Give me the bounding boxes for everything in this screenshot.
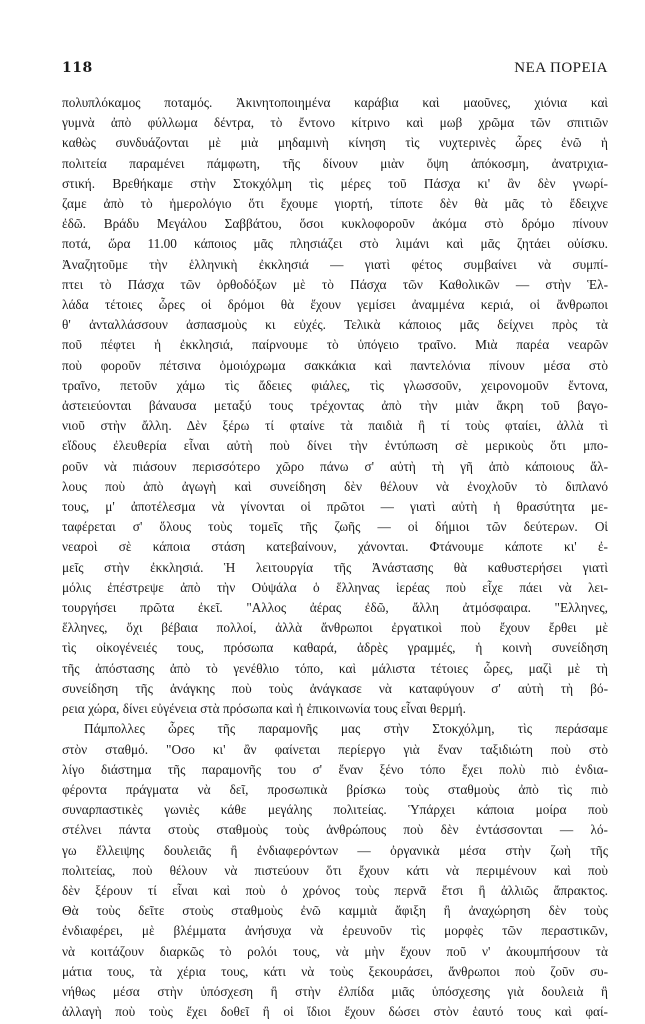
text-line: νήθως μέσα στὴν ὑπόσχεση ἢ στὴν ἐλπίδα μιᾶς ὑπόσχεσης γιὰ δουλειὰ ἢ xyxy=(62,983,608,999)
text-line: μεῖς στὴν ἐκκλησιά. Ἡ λειτουργία τῆς Ἀνάστασης θὰ καθυστερήσει γιατὶ xyxy=(62,559,608,575)
text-line: λους ποὺ ἀπὸ ἀγωγὴ καὶ συνείδηση δὲν θέλουν νὰ ἐνοχλοῦν τὸ διπλανό xyxy=(62,478,608,494)
text-line: ποὺ φοροῦν πέτσινα ὁμοιόχρωμα σακκάκια καὶ παντελόνια πίνουν μέσα στὸ xyxy=(62,357,608,373)
text-line: καθὼς συνδυάζονται μὲ μιὰ μηδαμινὴ κίνηση τὶς νυχτερινὲς ὧρες ἐνῶ ἡ xyxy=(62,135,608,151)
text-line: νεαροὶ σὲ κάποια στάση κατεβαίνουν, χάνονται. Φτάνουμε κάποτε κι' ἐ- xyxy=(62,539,608,555)
journal-title: ΝΕΑ ΠΟΡΕΙΑ xyxy=(514,60,608,76)
text-line: ἕλληνες, ὄχι βέβαια πολλοί, ἀλλὰ ἄνθρωποι ἐργατικοὶ ποὺ ἔχουν ἔρθει μὲ xyxy=(62,620,608,636)
text-line: θ' ἀνταλλάσσουν ἀσπασμοὺς κι εὐχές. Τελικὰ κάποιος μᾶς δείχνει πρὸς τὰ xyxy=(62,317,608,333)
text-line: τραῖνο, πετοῦν χάμω τὶς ἄδειες φιάλες, τὶς γλωσσοῦν, χειρονομοῦν ἔντονα, xyxy=(62,377,608,393)
text-line: μόλις ἐπέστρεψε ἀπὸ τὴν Οὐψάλα ὁ ἕλληνας ἱερέας ποὺ εἶχε πάει νὰ λει- xyxy=(62,579,608,595)
text-line: ζαμε ἀπὸ τὸ ἡμερολόγιο ὅτι ἔχουμε γιορτή, τίποτε δὲν θὰ μᾶς τὸ ἔδειχνε xyxy=(62,196,608,212)
text-line: τουργήσει πρῶτα ἐκεῖ. "Αλλος ἀέρας ἐδῶ, ἄλλη ἀτμόσφαιρα. "Ελληνες, xyxy=(62,600,608,616)
text-line: μάτια τους, τὰ χέρια τους, κάτι νὰ τοὺς ξεκουράσει, ἄνθρωποι ποὺ ζοῦν συ- xyxy=(62,963,608,979)
text-line: ταφέρεται σ' ὅλους τοὺς τομεῖς τῆς ζωῆς — οἱ δήμιοι τῶν δεύτερων. Οἱ xyxy=(62,519,608,535)
text-line: στική. Βρεθήκαμε στὴν Στοκχόλμη τὶς μέρες τοῦ Πάσχα κι' ἂν δὲν γνωρί- xyxy=(62,175,608,191)
text-line: ἀστειεύονται βάναυσα μεταξύ τους τρέχοντας ἀπὸ τὴν μιὰν ἄκρη τοῦ βαγο- xyxy=(62,398,608,414)
text-line: πολιτείας, ποὺ θέλουν νὰ πιστεύουν ὅτι ἔχουν κάτι νὰ περιμένουν καὶ ποὺ xyxy=(62,862,608,878)
text-line: εἴδους ἐλευθερία εἶναι αὐτὴ ποὺ δίνει τὴν ἐντύπωση σὲ μερικοὺς ὅτι μπο- xyxy=(62,438,608,454)
text-line: γω ἔλλειψης δουλειᾶς ἢ ἐνδιαφερόντων — ὀργανικὰ μέσα στὴν ζωὴ τῆς xyxy=(62,842,608,858)
text-line: στέλνει πάντα στοὺς σταθμοὺς τοὺς ἀνθρώπους ποὺ δὲν ἐντάσσονται — λό- xyxy=(62,822,608,838)
text-line: νὰ κοιτάζουν διαρκῶς τὸ ρολόι τους, νὰ μὴν ἔχουν ποῦ ν' ἀκουμπήσουν τὰ xyxy=(62,943,608,959)
text-line: τὶς οἰκογένειές τους, πρόσωπα καθαρά, ἀδρὲς γραμμές, ἡ κοινὴ συνείδηση xyxy=(62,640,608,656)
text-line: λίγο διάστημα τῆς παραμονῆς του σ' ἕναν ξένο τόπο ἔχει πολὺ πιὸ ἐνδια- xyxy=(62,761,608,777)
text-line: νιοῦ στὴν ἄλλη. Δὲν ξέρω τί φταίνε τὰ παιδιὰ ἢ τί τοὺς φταίει, ἀλλὰ τὶ xyxy=(62,418,608,434)
body-text xyxy=(62,93,608,1022)
page-number: 118 xyxy=(62,60,93,76)
text-line: φέροντα πράγματα νὰ δεῖ, προσωπικὰ βρίσκω τοὺς σταθμοὺς ἀπὸ τὶς πιὸ xyxy=(62,781,608,797)
text-line: Ἀναζητοῦμε τὴν ἑλληνικὴ ἐκκλησιά — γιατὶ φέτος συμβαίνει νὰ συμπί- xyxy=(62,256,608,272)
text-line: συναρπαστικὲς γωνιὲς κάθε μεγάλης πολιτείας. Ὑπάρχει κάποια μοίρα ποὺ xyxy=(62,802,608,818)
text-line: τους, μ' ἀποτέλεσμα νὰ γίνονται οἱ πρῶτοι — γιατὶ αὐτὴ ἡ θρασύτητα με- xyxy=(62,499,608,515)
text-line: ἐνδιαφέρει, μὲ βλέμματα ἀνήσυχα νὰ ἐρευνοῦν τὶς μορφὲς τῶν περαστικῶν, xyxy=(62,923,608,939)
text-line: Πάμπολλες ὧρες τῆς παραμονῆς μας στὴν Στοκχόλμη, τὶς περάσαμε xyxy=(84,721,608,737)
text-line: ποτά, ὥρα 11.00 κάποιος μᾶς πλησιάζει στὸ λιμάνι καὶ μᾶς ζητάει οὐίσκυ. xyxy=(62,236,608,252)
text-line: λάδα τέτοιες ὧρες οἱ δρόμοι θὰ ἔχουν γεμίσει ἀναμμένα κεριά, οἱ ἄνθρωποι xyxy=(62,297,608,313)
text-line: ἐδῶ. Βράδυ Μεγάλου Σαββάτου, ὅσοι κυκλοφοροῦν ἀκόμα στὸ δρόμο πίνουν xyxy=(62,216,608,232)
text-line: Θὰ τοὺς δεῖτε στοὺς σταθμοὺς ἐνῶ καμμιὰ ἄφιξη ἢ ἀναχώρηση δὲν τοὺς xyxy=(62,903,608,919)
text-line: πτει τὸ Πάσχα τῶν ὀρθοδόξων μὲ τὸ Πάσχα τῶν Καθολικῶν — στὴν Ἑλ- xyxy=(62,276,608,292)
text-line: στὸν σταθμό. "Οσο κι' ἂν φαίνεται περίεργο γιὰ ἕναν ταξιδιώτη ποὺ στὸ xyxy=(62,741,608,757)
text-line: ροῦν νὰ πιάσουν περισσότερο χῶρο πάνω σ' αὐτὴ τὴ γῆ ἀπὸ κάποιους ἄλ- xyxy=(62,458,608,474)
text-line: πολυπλόκαμος ποταμός. Ἀκινητοποιημένα καράβια καὶ μαοῦνες, χιόνια καὶ xyxy=(62,95,608,110)
text-line: συνείδηση τῆς ἀνάγκης ποὺ τοὺς ἀνάγκασε νὰ καταφύγουν σ' αὐτὴ τὴ βό- xyxy=(62,680,608,696)
text-line: πολιτεία παραμένει πάμφωτη, τῆς δίνουν μιὰν ὄψη ἀπόκοσμη, ἀνατριχια- xyxy=(62,155,608,171)
book-page xyxy=(62,60,608,1022)
text-line: τῆς ἀπόστασης ἀπὸ τὸ γενέθλιο τόπο, καὶ μάλιστα τέτοιες ὧρες, μαζὶ μὲ τὴ xyxy=(62,660,608,676)
text-line: ποῦ πέφτει ἡ ἐκκλησιά, παίρνουμε τὸ ὑπόγειο τραῖνο. Μιὰ παρέα νεαρῶν xyxy=(62,337,608,353)
text-line: ἀλλαγὴ ποὺ τοὺς ἔχει δοθεῖ ἢ οἱ ἴδιοι ἔχουν δώσει στὸν ἑαυτό τους καὶ φαί- xyxy=(62,1004,608,1020)
running-head xyxy=(62,60,608,86)
text-line: γυμνὰ ἀπὸ φύλλωμα δέντρα, τὸ ἔντονο κίτρινο καὶ μωβ χρῶμα τῶν σπιτιῶν xyxy=(62,115,608,131)
text-line: δὲν ξέρουν τί εἶναι καὶ ποὺ ὁ χρόνος τοὺς περνᾶ ἔτσι ἢ ἀλλιῶς ἄπρακτος. xyxy=(62,882,608,898)
text-line: ρεια χώρα, δίνει εὐγένεια στὰ πρόσωπα καὶ ἡ ἐπικοινωνία τους εἶναι θερμή. xyxy=(62,701,466,717)
